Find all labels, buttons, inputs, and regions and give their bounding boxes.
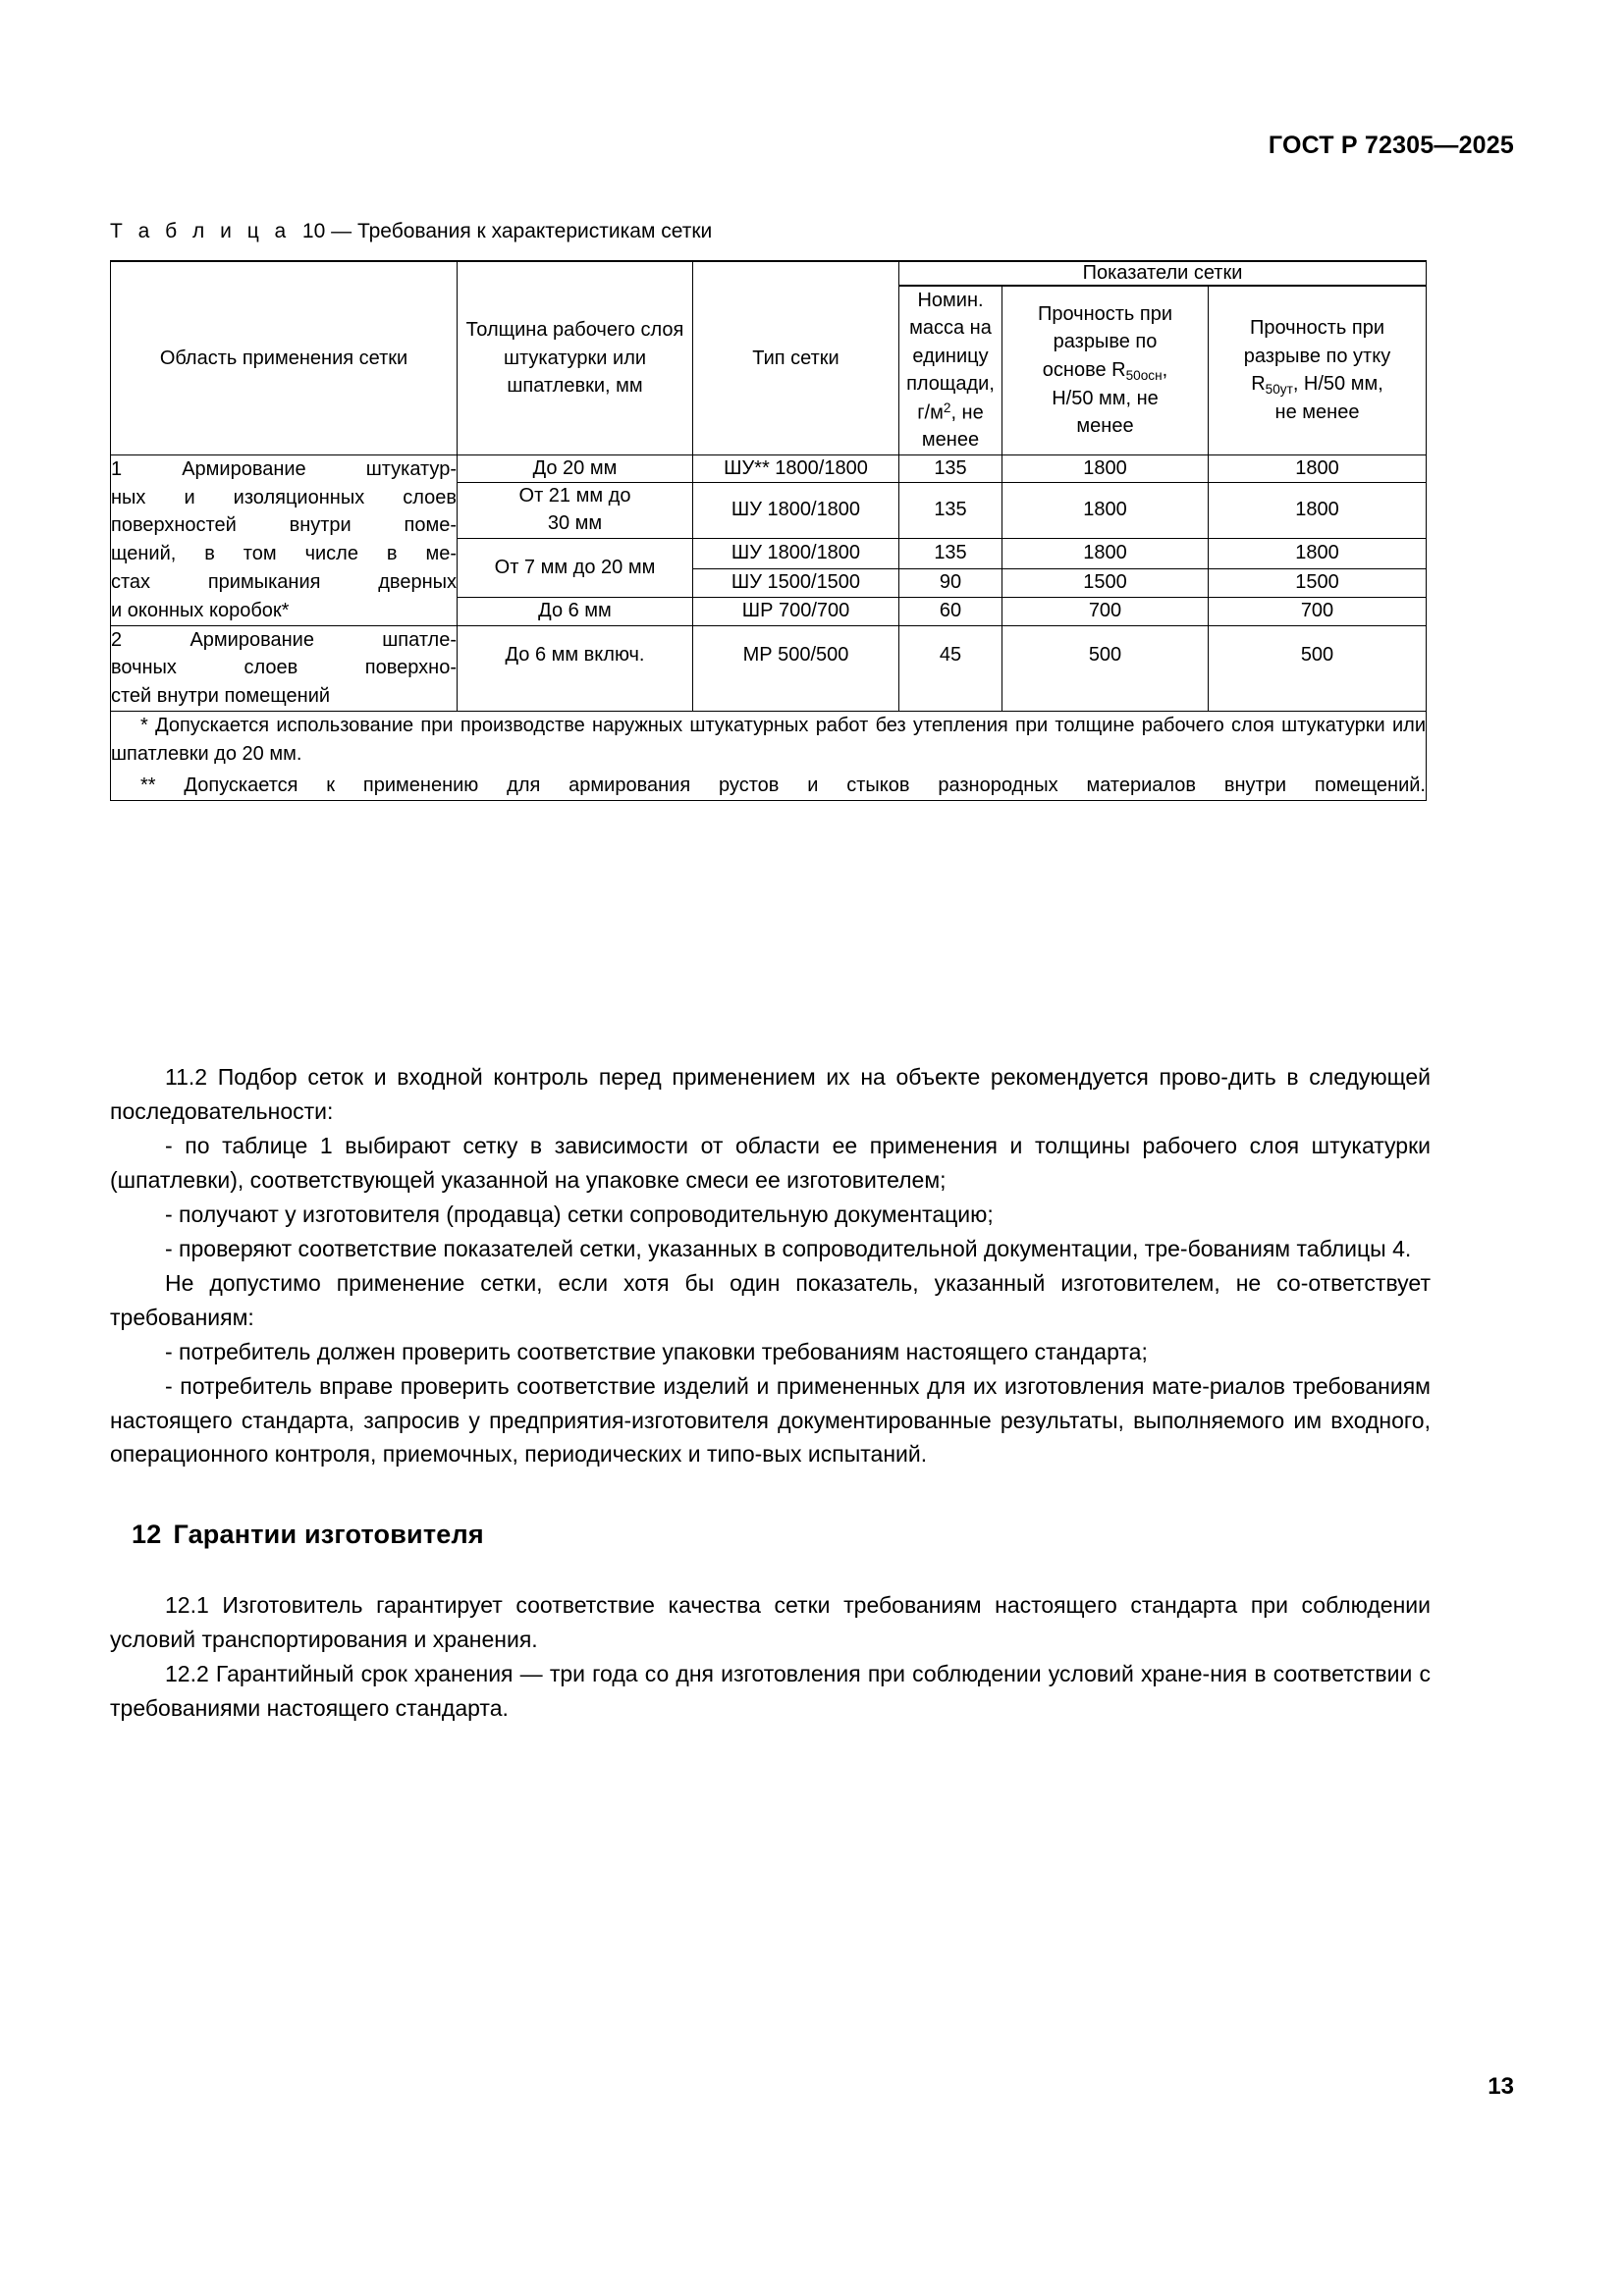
cell-mesh-type-3: ШУ 1800/1800 — [693, 538, 899, 569]
warp-symbol-subscript: 50осн — [1125, 367, 1163, 383]
bullet-select-by-table: - по таблице 1 выбирают сетку в зависимости от области ее применения и толщины рабочего слоя штукатурки (шпатлевки), соответствующей указанной на упаковке смеси ее изготовителем; — [110, 1132, 1431, 1193]
section-12-title: Гарантии изготовителя — [173, 1520, 484, 1550]
footnote-single-asterisk: * Допускается использование при производстве наружных штукатурных работ без утепления при толщине рабочего слоя штукатурки или шпатлевки до 20 мм. — [111, 715, 1426, 766]
cell-weft-2: 1800 — [1209, 483, 1427, 538]
body-content — [110, 1060, 1431, 1726]
col-header-thickness: Толщина рабочего слоя штукатурки или шпатлевки, мм — [458, 261, 693, 454]
warp-symbol-suffix: , — [1162, 358, 1168, 381]
table-row — [111, 625, 1427, 711]
section-12-heading — [110, 1515, 1431, 1555]
col-header-weft-strength — [1209, 286, 1427, 454]
cell-warp-1: 1800 — [1002, 454, 1209, 483]
mass-line-1: Номин. — [917, 290, 984, 311]
warp-line-2: разрыве по — [1053, 331, 1158, 353]
cell-mass-6: 45 — [899, 625, 1002, 711]
col-header-mesh-type: Тип сетки — [693, 261, 899, 454]
cell-area-1 — [111, 454, 458, 625]
area2-line-2: вочных слоев поверхно- — [111, 657, 457, 679]
mass-line-6: менее — [921, 429, 980, 452]
paragraph-12-1: 12.1 Изготовитель гарантирует соответствие качества сетки требованиям настоящего стандарта при соблюдении условий транспортирования и хранения. — [110, 1592, 1431, 1653]
cell-weft-1: 1800 — [1209, 454, 1427, 483]
bullet-verify-indicators: - проверяют соответствие показателей сетки, указанных в сопроводительной документации, тре-бованиям таблицы 4. — [165, 1235, 1412, 1261]
area2-line-1: 2 Армирование шпатле- — [111, 628, 457, 651]
cell-mesh-type-5: ШР 700/700 — [693, 598, 899, 626]
area1-line-4: щений, в том числе в ме- — [111, 543, 457, 565]
cell-warp-3: 1800 — [1002, 538, 1209, 569]
cell-mass-4: 90 — [899, 569, 1002, 598]
thickness2-line-1: От 21 мм до — [518, 485, 631, 507]
table-caption — [110, 220, 712, 243]
weft-symbol-suffix: , Н/50 мм, — [1292, 373, 1383, 396]
table-footnotes-row — [111, 712, 1427, 801]
paragraph-11-2: 11.2 Подбор сеток и входной контроль перед применением их на объекте рекомендуется прово-дить в следующей последовательности: — [110, 1064, 1431, 1124]
table-caption-label: Т а б л и ц а — [110, 220, 292, 242]
document-standard-header: ГОСТ Р 72305—2025 — [1268, 132, 1514, 159]
cell-warp-5: 700 — [1002, 598, 1209, 626]
weft-symbol-prefix: R — [1251, 373, 1266, 396]
cell-weft-4: 1500 — [1209, 569, 1427, 598]
mass-line-2: масса на — [909, 317, 992, 340]
weft-symbol-subscript: 50ут — [1265, 381, 1293, 397]
cell-mass-1: 135 — [899, 454, 1002, 483]
cell-warp-2: 1800 — [1002, 483, 1209, 538]
table-row — [111, 454, 1427, 483]
col-header-area: Область применения сетки — [111, 261, 458, 454]
footnote-double-asterisk: ** Допускается к применению для армирования рустов и стыков разнородных материалов внутри помещений. — [140, 774, 1426, 797]
col-header-nominal-mass — [899, 286, 1002, 454]
weft-line-2: разрыве по утку — [1243, 345, 1391, 367]
area1-line-1: 1 Армирование штукатур- — [111, 457, 457, 480]
cell-weft-3: 1800 — [1209, 538, 1427, 569]
warp-symbol-prefix: основе R — [1042, 358, 1126, 381]
table-caption-title: — Требования к характеристикам сетки — [331, 220, 713, 242]
cell-thickness-5: До 6 мм — [458, 598, 693, 626]
mass-unit-prefix: г/м — [917, 401, 944, 424]
area1-line-2: ных и изоляционных слоев — [111, 486, 457, 508]
warp-line-1: Прочность при — [1037, 303, 1173, 326]
section-12-number: 12 — [132, 1520, 162, 1550]
mass-unit-suffix: , не — [950, 401, 984, 424]
cell-mesh-type-6: МР 500/500 — [693, 625, 899, 711]
weft-line-4: не менее — [1274, 401, 1360, 424]
cell-mesh-type-1: ШУ** 1800/1800 — [693, 454, 899, 483]
thickness2-line-2: 30 мм — [547, 512, 603, 535]
bullet-consumer-check-packaging: - потребитель должен проверить соответствие упаковки требованиям настоящего стандарта; — [165, 1338, 1148, 1364]
cell-area-2 — [111, 625, 458, 711]
col-header-group-indicators: Показатели сетки — [899, 261, 1427, 286]
bullet-consumer-right-verify: - потребитель вправе проверить соответствие изделий и примененных для их изготовления мате-риалов требованиям настоящего стандарта, запросив у предприятия-изготовителя документированные результаты, выполняемого им входного, операционного контроля, приемочных, периодических и типо-вых испытаний. — [110, 1372, 1431, 1468]
mass-line-4: площади, — [906, 373, 995, 396]
cell-weft-5: 700 — [1209, 598, 1427, 626]
cell-mass-3: 135 — [899, 538, 1002, 569]
area1-line-5: стах примыкания дверных — [111, 571, 457, 594]
cell-thickness-1: До 20 мм — [458, 454, 693, 483]
cell-mass-5: 60 — [899, 598, 1002, 626]
cell-mesh-type-4: ШУ 1500/1500 — [693, 569, 899, 598]
cell-weft-6: 500 — [1209, 625, 1427, 711]
page-number: 13 — [1488, 2073, 1514, 2100]
bullet-obtain-documentation: - получают у изготовителя (продавца) сетки сопроводительную документацию; — [165, 1201, 994, 1227]
cell-thickness-2 — [458, 483, 693, 538]
table-header-row-group — [111, 261, 1427, 286]
cell-warp-6: 500 — [1002, 625, 1209, 711]
cell-thickness-6: До 6 мм включ. — [458, 625, 693, 711]
table-caption-number: 10 — [301, 220, 326, 242]
paragraph-not-allowed: Не допустимо применение сетки, если хотя бы один показатель, указанный изготовителем, не со-ответствует требованиям: — [110, 1269, 1431, 1330]
area2-line-3: стей внутри помещений — [111, 685, 331, 708]
cell-thickness-3: От 7 мм до 20 мм — [458, 538, 693, 597]
col-header-warp-strength — [1002, 286, 1209, 454]
paragraph-12-2: 12.2 Гарантийный срок хранения — три года со дня изготовления при соблюдении условий хране-ния в соответствии с требованиями настоящего стандарта. — [110, 1661, 1431, 1722]
cell-mesh-type-2: ШУ 1800/1800 — [693, 483, 899, 538]
cell-mass-2: 135 — [899, 483, 1002, 538]
requirements-table-wrapper — [110, 260, 1426, 801]
area1-line-6: и оконных коробок* — [111, 599, 290, 621]
warp-line-5: менее — [1076, 415, 1134, 438]
mass-line-3: единицу — [912, 345, 989, 367]
cell-footnotes — [111, 712, 1427, 801]
area1-line-3: поверхностей внутри поме- — [111, 514, 457, 537]
cell-warp-4: 1500 — [1002, 569, 1209, 598]
warp-line-4: Н/50 мм, не — [1052, 387, 1159, 409]
mass-unit-superscript: 2 — [943, 400, 951, 415]
requirements-table — [110, 260, 1427, 801]
weft-line-1: Прочность при — [1249, 317, 1385, 340]
